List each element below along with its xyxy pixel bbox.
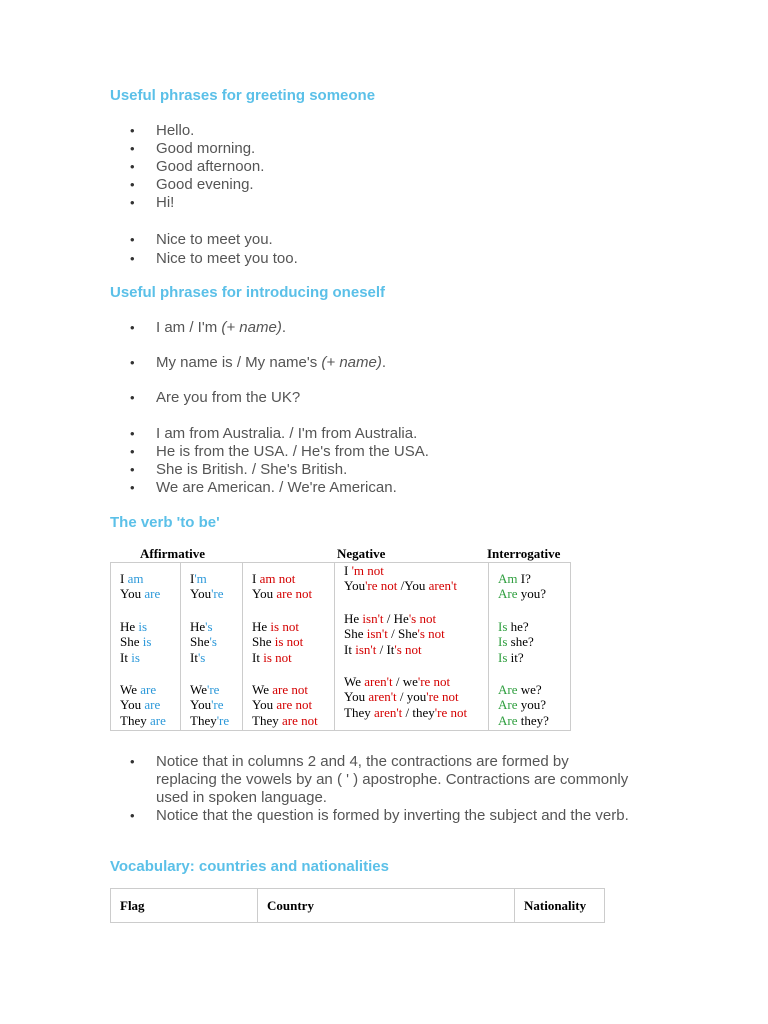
intro-item-2 [130,354,386,372]
col-header-interrogative: Interrogative [487,546,561,561]
col-header-affirmative: Affirmative [140,546,205,561]
list-item: • Good afternoon. [130,158,264,176]
list-item: • She is British. / She's British. [130,461,429,479]
col-header-negative: Negative [337,546,386,561]
table-header-row [111,889,605,923]
list-item: • Nice to meet you. [130,230,298,249]
list-item: • We are American. / We're American. [130,479,429,497]
heading-vocabulary: Vocabulary: countries and nationalities [110,858,389,875]
greeting-list-1 [130,122,264,212]
intro-phrase: I am / I'm [156,319,222,336]
list-item: • Are you from the UK? [130,389,300,407]
affirmative-contracted-cell: I'm You're He's She's It's We're You're They're [181,563,243,731]
verb-to-be-table [110,562,571,731]
list-item [130,354,386,372]
negative-contracted-cell: I 'm not You're not /You aren't He isn't / He's not She isn't / She's not It isn't / It's not We aren't / we're not You aren't / you're not They aren't / they're not [335,563,489,731]
intro-item-3 [130,389,300,407]
greeting-list-2 [130,230,298,268]
period: . [381,354,387,371]
intro-item-1 [130,319,286,337]
list-item: • Notice that the question is formed by inverting the subject and the verb. [130,807,630,825]
col-header-flag: Flag [111,889,258,923]
col-header-country: Country [258,889,515,923]
table-row [111,563,571,731]
interrogative-cell: Am I? Are you? Is he? Is she? Is it? Are we? Are you? Are they? [489,563,571,731]
period: . [281,319,286,336]
list-item: • Good evening. [130,176,264,194]
intro-phrase: My name is / My name's [156,354,322,371]
list-item [130,319,286,337]
list-item: • I am from Australia. / I'm from Australia. [130,425,429,443]
name-placeholder: (+ name) [221,319,282,336]
affirmative-full-cell: I am You are He is She is It is We are You are They are [111,563,181,731]
list-item: • He is from the USA. / He's from the USA. [130,443,429,461]
list-item: • Hi! [130,194,264,212]
heading-verb-to-be: The verb 'to be' [110,514,220,531]
negative-full-cell: I am not You are not He is not She is not It is not We are not You are not They are not [243,563,335,731]
name-placeholder: (+ name) [321,354,382,371]
heading-greeting: Useful phrases for greeting someone [110,87,376,104]
list-item: • Nice to meet you too. [130,249,298,268]
col-header-nationality: Nationality [515,889,605,923]
vocabulary-table [110,888,605,923]
heading-introducing: Useful phrases for introducing oneself [110,284,386,301]
list-item: • Notice that in columns 2 and 4, the contractions are formed by replacing the vowels by an ( ' ) apostrophe. Contractions are commonly used in spoken language. [130,753,630,807]
intro-list-4 [130,425,429,497]
list-item: • Good morning. [130,140,264,158]
list-item: • Hello. [130,122,264,140]
notes-list [130,753,630,825]
